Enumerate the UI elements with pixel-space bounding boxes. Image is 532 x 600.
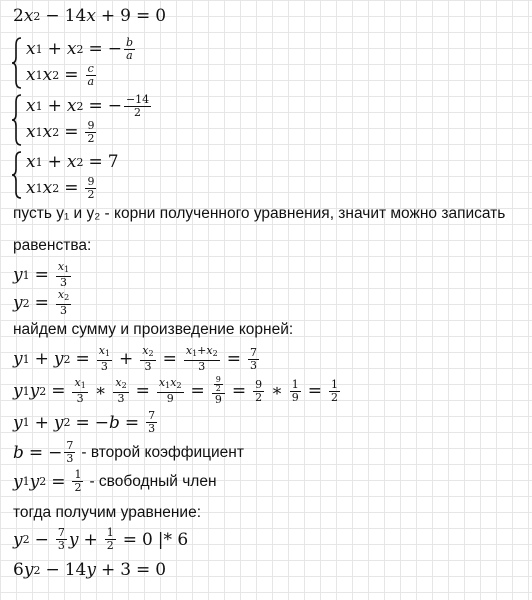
fraction-denominator: 2: [87, 131, 95, 145]
equation-final: 6 y 2 − 14 y + 3 = 0: [13, 560, 167, 580]
text-get-equation: тогда получим уравнение:: [13, 504, 202, 521]
equation-c: y 1 y 2 = $\frac{1}{2}$ - свободный член: [13, 468, 217, 494]
equation-minus-b: y 1 + y 2 = − b = $\frac{7}{3}$: [13, 409, 156, 435]
text-roots-intro: пусть y₁ и y₂ - корни полученного уравнения, значит можно записать: [13, 205, 506, 222]
brace-icon: [11, 94, 23, 146]
fraction-numerator: 9: [87, 174, 95, 188]
fraction-denominator: a: [87, 74, 94, 88]
equation-y2: y 2 = $\frac{x2}{3}$: [13, 288, 70, 317]
fraction-numerator: −14: [125, 92, 150, 106]
equation-b: b = − $\frac{7}{3}$ - второй коэффициент: [13, 439, 244, 465]
text-equalities: равенства:: [13, 237, 92, 254]
fraction-numerator: c: [87, 61, 94, 75]
sum-value: 7: [107, 152, 119, 172]
equation-y1: y 1 = $\frac{x1}{3}$: [13, 260, 70, 289]
fraction-denominator: 2: [87, 187, 95, 201]
vieta-system-substituted: x 1 + x 2 = − $\frac{-14}{2}$ x 1 x 2 = $\frac{9}{2}$: [26, 92, 150, 145]
brace-icon: [11, 37, 23, 89]
equation-original: 2 x 2 − 14 x + 9 = 0: [13, 6, 167, 26]
label-second-coefficient: - второй коэффициент: [81, 443, 244, 461]
fraction-numerator: b: [125, 35, 133, 49]
fraction-denominator: a: [126, 48, 133, 62]
fraction-numerator: 9: [87, 118, 95, 132]
brace-icon: [11, 151, 23, 199]
fraction-denominator: 2: [134, 105, 142, 119]
label-free-term: - свободный член: [89, 472, 217, 490]
vieta-system-result: x 1 + x 2 = 7 x 1 x 2 = $\frac{9}{2}$: [26, 152, 119, 201]
equation-product: y 1 y 2 = $\frac{x1}{3}$ ∗ $\frac{x2}{3}$ = $\frac{x1x2}{9}$ = $\frac{\frac{9}{2}}{9}$ = $\frac{9}{2}$ ∗ $\frac{1}{9}$ = $\frac{1}{2}$: [13, 375, 338, 406]
multiply-note: |* 6: [157, 529, 189, 550]
equation-sum: y 1 + y 2 = $\frac{x1}{3}$ + $\frac{x2}{3}$ = $\frac{x1+x2}{3}$ = $\frac{7}{3}$: [13, 344, 257, 373]
equation-fractional: y 2 − $\frac{7}{3}$ y + $\frac{1}{2}$ = 0 |* 6: [13, 526, 189, 552]
text-sum-product: найдем сумму и произведение корней:: [13, 321, 294, 338]
vieta-system-general: x 1 + x 2 = − $\frac{b}{a}$ x 1 x 2 = $\frac{c}{a}$: [26, 35, 133, 88]
